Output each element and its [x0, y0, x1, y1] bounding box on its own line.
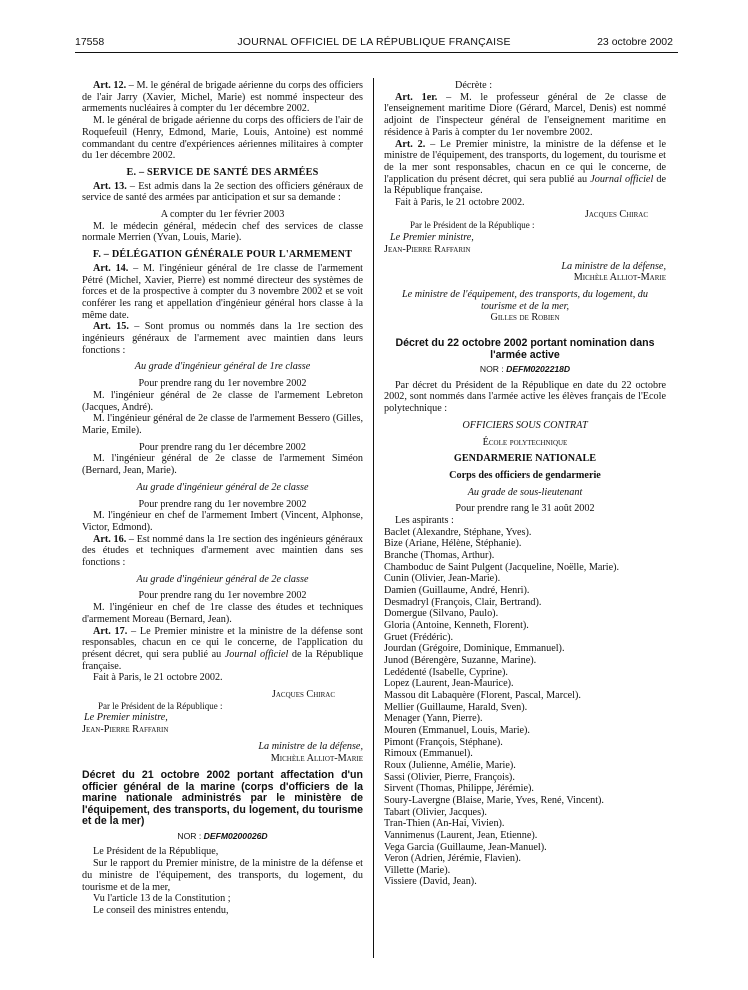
decree-title: Décret du 21 octobre 2002 portant affectation d'un officier général de la marine (corps d'officiers de la marine nationale administrés par le ministère de l'équipement, des transports, du logement, du tourisme et de la mer)	[82, 769, 363, 828]
list-item: Tran-Thien (An-Hai, Vivien).	[384, 818, 505, 830]
header-rule	[75, 52, 678, 53]
left-column	[82, 80, 363, 917]
section-e-heading: E. – SERVICE DE SANTÉ DES ARMÉES	[126, 166, 319, 178]
art13-person: M. le médecin général, médecin chef des services de classe normale Merrien (Yvan, Louis, Marie).	[82, 220, 363, 244]
par-le-president: Par le Président de la République :	[98, 700, 223, 711]
person-bessero: M. l'ingénieur général de 2e classe de l'armement Bessero (Gilles, Marie, Emile).	[82, 413, 363, 436]
list-item: Ledédenté (Isabelle, Cyprine).	[384, 666, 508, 678]
signature-president: Jacques Chirac	[584, 208, 648, 220]
list-item: Sirvent (Thomas, Philippe, Jérémie).	[384, 783, 534, 795]
fait-a-paris: Fait à Paris, le 21 octobre 2002.	[395, 197, 525, 209]
ministre-defense-label: La ministre de la défense,	[561, 260, 666, 272]
par-le-president: Par le Président de la République :	[410, 220, 535, 231]
list-item: Lopez (Laurent, Jean-Maurice).	[384, 678, 514, 690]
list-item: Gloria (Antoine, Kenneth, Florent).	[384, 620, 529, 632]
list-item: Jourdan (Grégoire, Dominique, Emmanuel).	[384, 643, 565, 655]
list-item: Cunin (Olivier, Jean-Marie).	[384, 573, 501, 585]
decree-title: Décret du 22 octobre 2002 portant nomination dans l'armée active	[395, 337, 655, 361]
art12-paragraph: Art. 12. – M. le général de brigade aérienne du corps des officiers de l'air Jarry (Xavier, Michel, Marie) est nommé inspecteur des armements nucléaires à compter du 1er décembre 2002.	[82, 80, 363, 115]
rang-heading: Pour prendre rang le 31 août 2002	[455, 503, 595, 515]
nor-reference: NOR : DEFM0202218D	[479, 364, 571, 375]
ministre-equipement-name: Gilles de Robien	[490, 312, 560, 324]
ministre-defense-name: Michèle Alliot-Marie	[270, 752, 363, 764]
art13-date: A compter du 1er février 2003	[160, 209, 285, 221]
art1-paragraph: Art. 1er. – M. le professeur général de 2e classe de l'enseignement maritime Diore (Gérard, Marcel, Denis) est nommé adjoint de l'inspecteur général de l'enseignement maritime en résidence à Paris à compter du 1er novembre 2002.	[384, 91, 666, 138]
decree3-paragraph: Par décret du Président de la République en date du 22 octobre 2002, sont nommés dans l'armée active les élèves français de l'Ecole polytechnique :	[384, 379, 666, 415]
grade-heading: Au grade de sous-lieutenant	[467, 486, 583, 498]
fait-a-paris: Fait à Paris, le 21 octobre 2002.	[93, 672, 223, 684]
aspirants-list	[384, 527, 666, 888]
gendarmerie-heading: GENDARMERIE NATIONALE	[453, 453, 597, 465]
list-item: Tabart (Olivier, Jacques).	[384, 806, 487, 818]
officiers-heading: OFFICIERS SOUS CONTRAT	[462, 419, 588, 431]
list-item: Branche (Thomas, Arthur).	[384, 550, 495, 562]
list-item: Villette (Marie).	[384, 864, 451, 876]
issue-date: 23 octobre 2002	[597, 36, 673, 48]
art13-paragraph: Art. 13. – Est admis dans la 2e section des officiers généraux de service de santé des armées par anticipation et sur sa demande :	[82, 180, 363, 204]
grade-heading-1: Au grade d'ingénieur général de 1re classe	[134, 361, 311, 373]
list-item: Bize (Ariane, Hélène, Stéphanie).	[384, 538, 522, 550]
premier-ministre-name: Jean-Pierre Raffarin	[82, 724, 169, 736]
list-item: Mouren (Emmanuel, Louis, Marie).	[384, 724, 530, 736]
rang-3: Pour prendre rang du 1er novembre 2002	[138, 498, 307, 510]
decree2-rapport: Sur le rapport du Premier ministre, de la ministre de la défense et du ministre de l'équipement, des transports, du logement, du tourisme et de la mer,	[82, 858, 363, 893]
list-item: Pimont (François, Stéphane).	[384, 736, 503, 748]
list-item: Baclet (Alexandre, Stéphane, Yves).	[384, 526, 532, 538]
ministre-defense-label: La ministre de la défense,	[258, 740, 363, 752]
ministre-defense-name: Michèle Alliot-Marie	[573, 272, 666, 284]
art14-paragraph: Art. 14. – M. l'ingénieur général de 1re classe de l'armement Pétré (Michel, Xavier, Pierre) est nommé directeur des systèmes de forces et de la prospective à compter du 3 novembre 2002 et se voit conférer les rang et appellation d'ingénieur général hors classe à la même date.	[82, 262, 363, 321]
right-column	[384, 80, 666, 888]
list-item: Vissiere (David, Jean).	[384, 876, 477, 888]
list-item: Vega Garcia (Guillaume, Jean-Manuel).	[384, 841, 547, 853]
list-item: Sassi (Olivier, Pierre, François).	[384, 771, 515, 783]
art15-paragraph: Art. 15. – Sont promus ou nommés dans la 1re section des ingénieurs généraux de l'armement avec maintien dans leurs fonctions :	[82, 321, 363, 356]
ministre-equipement-label: Le ministre de l'équipement, des transports, du logement, du tourisme et de la mer,	[402, 288, 648, 312]
aspirants-label: Les aspirants :	[395, 515, 454, 527]
list-item: Massou dit Labaquère (Florent, Pascal, Marcel).	[384, 689, 581, 701]
page-number: 17558	[75, 36, 105, 48]
list-item: Veron (Adrien, Jérémie, Flavien).	[384, 853, 521, 865]
nor-reference: NOR : DEFM0200026D	[177, 830, 268, 841]
person-moreau: M. l'ingénieur en chef de 1re classe des études et techniques d'armement Moreau (Bernard, Jean).	[82, 602, 363, 625]
list-item: Vannimenus (Laurent, Jean, Etienne).	[384, 829, 538, 841]
decree2-president: Le Président de la République,	[93, 846, 219, 858]
rang-1: Pour prendre rang du 1er novembre 2002	[138, 378, 307, 390]
art12-paragraph-2: M. le général de brigade aérienne du corps des officiers de l'air de Roquefeuil (Henry, Edmond, Marie, Louis, Antoine) est nommé commandant du centre d'expériences aériennes militaires à compter du 1er décembre 2002.	[82, 115, 363, 162]
decree2-vu: Vu l'article 13 de la Constitution ;	[93, 893, 231, 905]
art2-paragraph: Art. 2. – Le Premier ministre, la ministre de la défense et le ministre de l'équipement, des transports, du logement, du tourisme et de la mer sont responsables, chacun en ce qui le concerne, de l'application du présent décret, qui sera publié au Journal officiel de la République française.	[384, 138, 666, 197]
rang-4: Pour prendre rang du 1er novembre 2002	[138, 590, 307, 602]
section-f-heading: F. – DÉLÉGATION GÉNÉRALE POUR L'ARMEMENT	[92, 249, 353, 261]
decree2-conseil: Le conseil des ministres entendu,	[93, 904, 229, 916]
list-item: Desmadryl (François, Clair, Bertrand).	[384, 596, 542, 608]
list-item: Rimoux (Emmanuel).	[384, 748, 473, 760]
signature-president: Jacques Chirac	[271, 689, 335, 701]
column-divider	[373, 78, 374, 958]
list-item: Gruet (Frédéric).	[384, 631, 454, 643]
page-header	[0, 36, 748, 52]
list-item: Roux (Julienne, Amélie, Marie).	[384, 759, 516, 771]
premier-ministre-label: Le Premier ministre,	[390, 232, 474, 244]
journal-title: JOURNAL OFFICIEL DE LA RÉPUBLIQUE FRANÇAISE	[237, 36, 511, 48]
list-item: Domergue (Silvano, Paulo).	[384, 608, 499, 620]
ecole-heading: École polytechnique	[482, 436, 568, 448]
grade-heading-3: Au grade d'ingénieur général de 2e classe	[136, 573, 309, 585]
person-simeon: M. l'ingénieur général de 2e classe de l'armement Siméon (Bernard, Jean, Marie).	[82, 453, 363, 477]
rang-2: Pour prendre rang du 1er décembre 2002	[139, 441, 306, 453]
decrete: Décrète :	[455, 80, 493, 91]
list-item: Menager (Yann, Pierre).	[384, 713, 483, 725]
grade-heading-2: Au grade d'ingénieur général de 2e classe	[136, 481, 309, 493]
art17-paragraph: Art. 17. – Le Premier ministre et la ministre de la défense sont responsables, chacun en ce qui le concerne, de l'application du présent décret, qui sera publié au Journal officiel de la République française.	[82, 625, 363, 672]
person-imbert: M. l'ingénieur en chef de l'armement Imbert (Vincent, Alphonse, Victor, Edmond).	[82, 510, 363, 533]
art16-paragraph: Art. 16. – Est nommé dans la 1re section des ingénieurs généraux des études et techniques d'armement avec maintien dans ses fonctions :	[82, 533, 363, 569]
corps-heading: Corps des officiers de gendarmerie	[449, 469, 601, 481]
premier-ministre-name: Jean-Pierre Raffarin	[384, 243, 471, 255]
list-item: Junod (Bérengère, Suzanne, Marine).	[384, 655, 537, 667]
list-item: Chamboduc de Saint Pulgent (Jacqueline, Noëlle, Marie).	[384, 561, 620, 573]
premier-ministre-label: Le Premier ministre,	[84, 712, 168, 724]
list-item: Mellier (Guillaume, Harald, Sven).	[384, 701, 528, 713]
list-item: Damien (Guillaume, André, Henri).	[384, 585, 530, 597]
person-lebreton: M. l'ingénieur général de 2e classe de l'armement Lebreton (Jacques, André).	[82, 389, 363, 413]
list-item: Soury-Lavergne (Blaise, Marie, Yves, René, Vincent).	[384, 794, 604, 806]
